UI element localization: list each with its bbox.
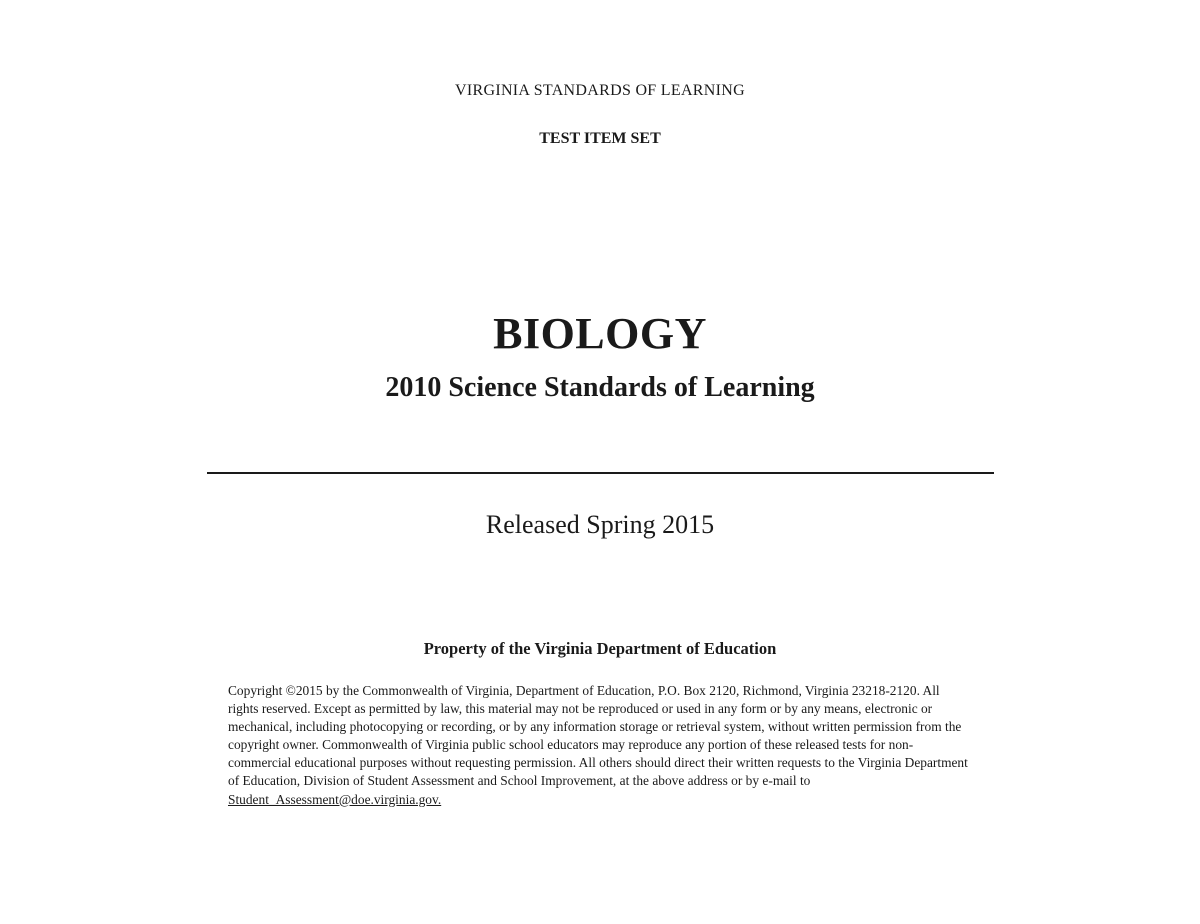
release-label: Released Spring 2015: [485, 510, 715, 539]
page-title: BIOLOGY: [493, 309, 707, 358]
header-org-line: VIRGINIA STANDARDS OF LEARNING: [455, 82, 745, 99]
page-subtitle: 2010 Science Standards of Learning: [385, 372, 815, 403]
horizontal-divider: [207, 472, 994, 474]
header-set-line: TEST ITEM SET: [539, 130, 661, 147]
contact-email-link[interactable]: Student_Assessment@doe.virginia.gov.: [228, 791, 442, 807]
copyright-text: Copyright ©2015 by the Commonwealth of Virginia, Department of Education, P.O. Box 2120, Richmond, Virginia 23218-2120. All rights reserved. Except as permitted by law, this material may not be reproduced or used in any form or by any means, electronic or mechanical, including photocopying or recording, or by any information storage or retrieval system, without written permission from the copyright owner. Commonwealth of Virginia public school educators may reproduce any portion of these released tests for non-commercial educational purposes without requesting permission. All others should direct their written requests to the Virginia Department of Education, Division of Student Assessment and School Improvement, at the above address or by e-mail to: [228, 683, 968, 789]
copyright-notice: [228, 682, 973, 809]
property-statement: Property of the Virginia Department of Education: [423, 639, 777, 658]
